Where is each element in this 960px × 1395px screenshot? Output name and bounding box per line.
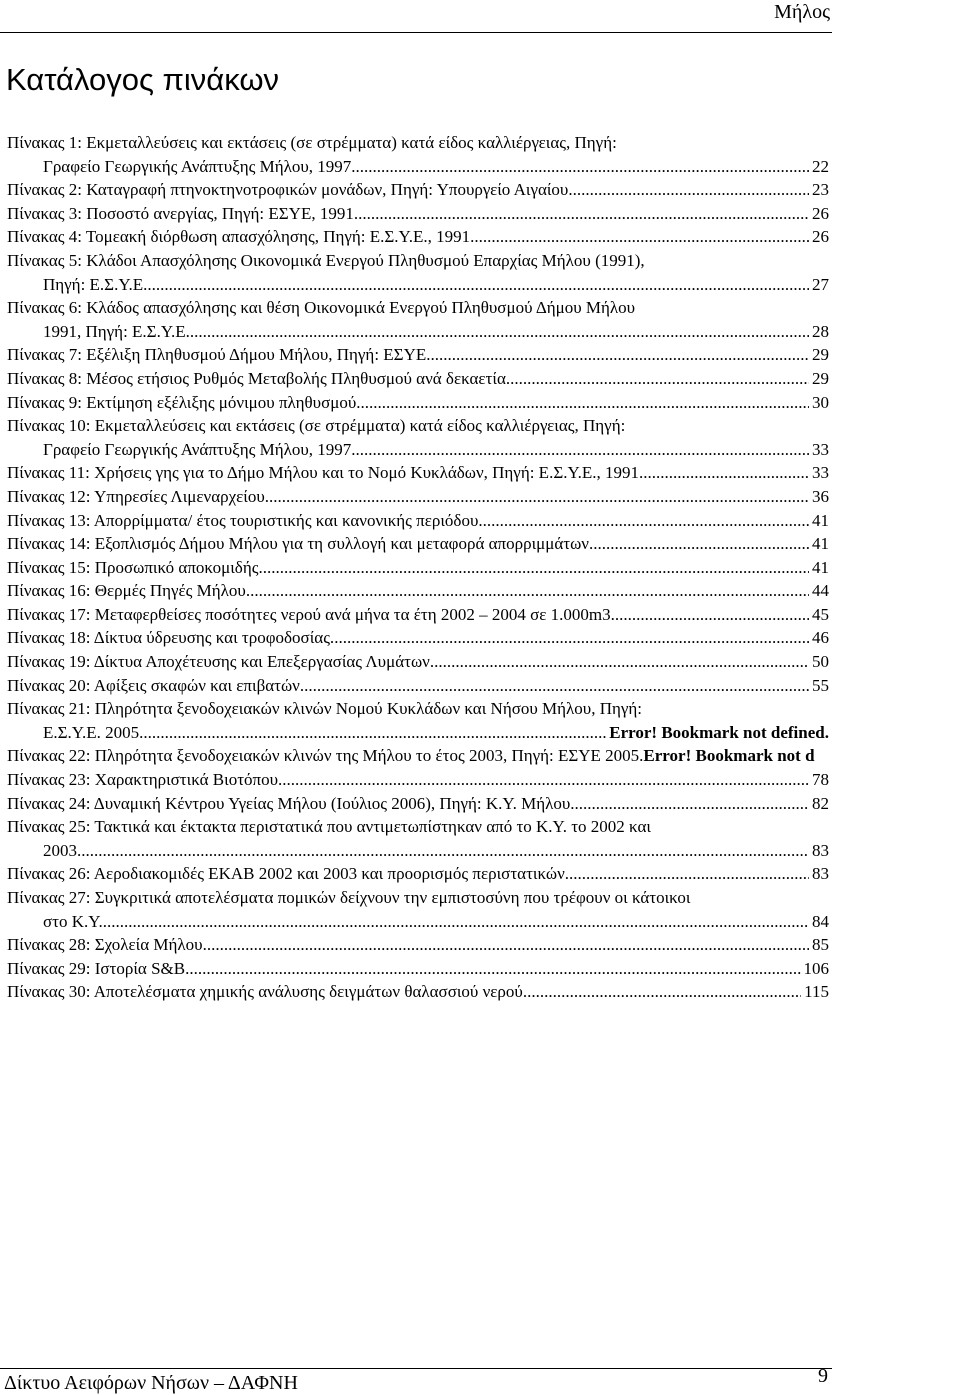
toc-entry-title-line (7, 603, 829, 627)
toc-entry[interactable] (7, 343, 829, 367)
toc-entry-page: 84 (812, 911, 829, 931)
footer-rule (0, 1368, 832, 1369)
toc-entry-text: Πίνακας 22: Πληρότητα ξενοδοχειακών κλινών της Μήλου το έτος 2003, Πηγή: ΕΣΥΕ 2005. (7, 746, 644, 766)
toc-entry-page: 22 (812, 156, 829, 176)
toc-entry[interactable] (7, 296, 829, 343)
toc-entry-page: 29 (812, 345, 829, 365)
toc-entry-title-line (7, 367, 829, 391)
toc-dot-leader (356, 155, 809, 179)
toc-entry-page: 106 (803, 958, 829, 978)
toc-entry[interactable] (7, 225, 829, 249)
toc-entry[interactable] (7, 131, 829, 178)
toc-dot-leader (361, 391, 809, 415)
toc-entry-continuation-line (7, 320, 829, 344)
toc-entry-page: 82 (812, 793, 829, 813)
toc-entry-text: Πίνακας 23: Χαρακτηριστικά Βιοτόπου (7, 770, 279, 790)
toc-entry-title-line (7, 933, 829, 957)
toc-entry-page: 55 (812, 675, 829, 695)
toc-entry[interactable] (7, 792, 829, 816)
toc-entry[interactable] (7, 933, 829, 957)
toc-entry-page: 45 (812, 604, 829, 624)
toc-dot-leader (358, 202, 809, 226)
toc-entry-page: 23 (812, 180, 829, 200)
toc-dot-leader (278, 768, 809, 792)
toc-entry-page: Error! Bookmark not defined. (609, 722, 829, 742)
toc-dot-leader (434, 650, 809, 674)
toc-entry[interactable] (7, 391, 829, 415)
toc-entry-text: Πίνακας 8: Μέσος ετήσιος Ρυθμός Μεταβολής Πληθυσμού ανά δεκαετία. (7, 368, 511, 388)
toc-entry-page: 83 (812, 840, 829, 860)
toc-entry-text: Πίνακας 5: Κλάδοι Απασχόλησης Οικονομικά Ενεργού Πληθυσμού Επαρχίας Μήλου (1991), (7, 250, 645, 270)
toc-entry[interactable] (7, 367, 829, 391)
toc-dot-leader (430, 343, 809, 367)
toc-entry-text: Πίνακας 17: Μεταφερθείσες ποσότητες νερού ανά μήνα τα έτη 2002 – 2004 σε 1.000m3. (7, 604, 615, 624)
toc-dot-leader (615, 603, 809, 627)
toc-entry[interactable] (7, 980, 829, 1004)
toc-entry[interactable] (7, 862, 829, 886)
toc-entry-page: Error! Bookmark not d (643, 746, 815, 766)
toc-entry-text: Πίνακας 29: Ιστορία S&B (7, 958, 186, 978)
toc-dot-leader (81, 839, 809, 863)
toc-dot-leader (304, 674, 809, 698)
toc-entry-text: Πίνακας 24: Δυναμική Κέντρου Υγείας Μήλου (Ιούλιος 2006), Πηγή: Κ.Υ. Μήλου. (7, 793, 575, 813)
toc-entry-title-line (7, 768, 829, 792)
toc-entry-text: Πίνακας 15: Προσωπικό αποκομιδής. (7, 557, 263, 577)
toc-entry-text: Πίνακας 18: Δίκτυα ύδρευσης και τροφοδοσίας. (7, 628, 335, 648)
toc-entry-continuation-line (7, 910, 829, 934)
toc-entry-text: Πίνακας 25: Τακτικά και έκτακτα περιστατικά που αντιμετωπίστηκαν από το Κ.Υ. το 2002 και (7, 817, 651, 837)
toc-entry-title-line (7, 485, 829, 509)
toc-entry-continuation-line (7, 273, 829, 297)
toc-entry[interactable] (7, 957, 829, 981)
toc-entry-text: Πηγή: Ε.Σ.Υ.Ε. (43, 274, 148, 294)
page-title: Κατάλογος πινάκων (6, 62, 280, 97)
toc-entry[interactable] (7, 249, 829, 296)
header-rule (0, 32, 832, 33)
toc-entry-continuation-line (7, 839, 829, 863)
toc-entry-text: Πίνακας 20: Αφίξεις σκαφών και επιβατών. (7, 675, 305, 695)
toc-dot-leader (203, 933, 809, 957)
toc-entry-text: Πίνακας 12: Υπηρεσίες Λιμεναρχείου. (7, 486, 270, 506)
toc-dot-leader (190, 320, 809, 344)
toc-entry-title-line (7, 343, 829, 367)
toc-entry-title-line (7, 391, 829, 415)
toc-entry-page: 41 (812, 510, 829, 530)
toc-entry-text: στο Κ.Υ. (43, 911, 103, 931)
toc-entry[interactable] (7, 650, 829, 674)
toc-entry[interactable] (7, 697, 829, 744)
toc-entry-text: Πίνακας 13: Απορρίμματα/ έτος τουριστικής και κανονικής περιόδου. (7, 510, 483, 530)
toc-entry-text: 1991, Πηγή: Ε.Σ.Υ.Ε. (43, 321, 190, 341)
toc-entry-title-line (7, 886, 829, 910)
toc-dot-leader (483, 509, 809, 533)
toc-entry-title-line (7, 532, 829, 556)
toc-entry[interactable] (7, 579, 829, 603)
toc-entry[interactable] (7, 886, 829, 933)
toc-entry-page: 115 (804, 982, 829, 1002)
toc-entry-text: Γραφείο Γεωργικής Ανάπτυξης Μήλου, 1997. (43, 156, 356, 176)
toc-entry-title-line (7, 202, 829, 226)
toc-entry-title-line (7, 296, 829, 320)
toc-entry-page: 29 (812, 368, 829, 388)
toc-entry-text: Ε.Σ.Υ.Ε. 2005 (43, 722, 140, 742)
toc-dot-leader (185, 957, 800, 981)
toc-entry-text: Πίνακας 14: Εξοπλισμός Δήμου Μήλου για τη συλλογή και μεταφορά απορριμμάτων. (7, 534, 594, 554)
toc-entry[interactable] (7, 461, 829, 485)
page-number: 9 (818, 1365, 828, 1387)
toc-entry-title-line (7, 414, 829, 438)
toc-entry-page: 83 (812, 864, 829, 884)
toc-entry[interactable] (7, 202, 829, 226)
toc-entry-page: 85 (812, 935, 829, 955)
toc-entry-text: Πίνακας 11: Χρήσεις γης για το Δήμο Μήλου και το Νομό Κυκλάδων, Πηγή: Ε.Σ.Υ.Ε., 1991. (7, 463, 644, 483)
toc-entry-text: Πίνακας 9: Εκτίμηση εξέλιξης μόνιμου πληθυσμού. (7, 392, 361, 412)
footer-network-name: Δίκτυο Αειφόρων Νήσων – ΔΑΦΝΗ (4, 1372, 298, 1394)
toc-entry[interactable] (7, 414, 829, 461)
toc-entry-text: Πίνακας 4: Τομεακή διόρθωση απασχόλησης, Πηγή: Ε.Σ.Υ.Ε., 1991. (7, 227, 475, 247)
toc-entry-title-line (7, 509, 829, 533)
toc-dot-leader (593, 532, 809, 556)
toc-entry-title-line (7, 744, 960, 768)
toc-entry-continuation-line (7, 438, 829, 462)
toc-entry[interactable] (7, 744, 829, 768)
toc-entry-text: Πίνακας 21: Πληρότητα ξενοδοχειακών κλινών Νομού Κυκλάδων και Νήσου Μήλου, Πηγή: (7, 699, 642, 719)
toc-entry-continuation-line (7, 721, 829, 745)
toc-entry-title-line (7, 697, 829, 721)
toc-entry[interactable] (7, 509, 829, 533)
toc-dot-leader (643, 461, 809, 485)
toc-entry-page: 36 (812, 486, 829, 506)
toc-entry-title-line (7, 815, 829, 839)
toc-entry-page: 26 (812, 203, 829, 223)
toc-entry-title-line (7, 674, 829, 698)
toc-entry-text: Πίνακας 6: Κλάδος απασχόλησης και θέση Οικονομικά Ενεργού Πληθυσμού Δήμου Μήλου (7, 298, 636, 318)
toc-entry-text: Πίνακας 2: Καταγραφή πτηνοκτηνοτροφικών μονάδων, Πηγή: Υπουργείο Αιγαίου. (7, 180, 573, 200)
toc-dot-leader (569, 862, 809, 886)
toc-entry-title-line (7, 249, 829, 273)
toc-entry-page: 46 (812, 628, 829, 648)
toc-entry-title-line (7, 626, 829, 650)
toc-entry-page: 30 (812, 392, 829, 412)
toc-entry-text: Πίνακας 10: Εκμεταλλεύσεις και εκτάσεις (σε στρέμματα) κατά είδος καλλιέργειας, Πηγή: (7, 416, 626, 436)
toc-entry[interactable] (7, 815, 829, 862)
toc-dot-leader (139, 721, 606, 745)
toc-entry-text: Πίνακας 30: Αποτελέσματα χημικής ανάλυσης δειγμάτων θαλασσιού νερού. (7, 982, 528, 1002)
toc-entry-title-line (7, 792, 829, 816)
toc-entry-text: Πίνακας 19: Δίκτυα Αποχέτευσης και Επεξεργασίας Λυμάτων. (7, 652, 435, 672)
toc-entry-page: 26 (812, 227, 829, 247)
toc-entry-text: Πίνακας 3: Ποσοστό ανεργίας, Πηγή: ΕΣΥΕ, 1991. (7, 203, 359, 223)
toc-dot-leader (573, 178, 809, 202)
toc-dot-leader (147, 273, 809, 297)
toc-entry-page: 50 (812, 652, 829, 672)
toc-entry-title-line (7, 556, 829, 580)
toc-entry-text: Πίνακας 7: Εξέλιξη Πληθυσμού Δήμου Μήλου, Πηγή: ΕΣΥΕ. (7, 345, 431, 365)
toc-entry[interactable] (7, 674, 829, 698)
toc-entry[interactable] (7, 532, 829, 556)
toc-entry-page: 44 (812, 581, 829, 601)
toc-dot-leader (103, 910, 809, 934)
toc-entry-title-line (7, 178, 829, 202)
toc-dot-leader (263, 556, 809, 580)
toc-entry[interactable] (7, 556, 829, 580)
toc-entry-text: Πίνακας 16: Θερμές Πηγές Μήλου (7, 581, 246, 601)
toc-dot-leader (356, 438, 809, 462)
running-header-title: Μήλος (774, 1, 830, 23)
toc-entry-title-line (7, 957, 829, 981)
toc-entry[interactable] (7, 485, 829, 509)
toc-entry[interactable] (7, 178, 829, 202)
table-of-tables (7, 131, 829, 1004)
toc-entry-page: 41 (812, 557, 829, 577)
toc-entry[interactable] (7, 626, 829, 650)
toc-entry-text: 2003. (43, 840, 82, 860)
toc-entry-text: Πίνακας 26: Αεροδιακομιδές ΕΚΑΒ 2002 και 2003 και προορισμός περιστατικών. (7, 864, 570, 884)
toc-dot-leader (510, 367, 809, 391)
toc-entry-continuation-line (7, 155, 829, 179)
toc-entry-title-line (7, 461, 829, 485)
toc-dot-leader (575, 792, 809, 816)
toc-entry-title-line (7, 980, 829, 1004)
toc-entry-title-line (7, 131, 829, 155)
toc-entry-title-line (7, 650, 829, 674)
toc-entry-page: 28 (812, 321, 829, 341)
toc-entry-page: 33 (812, 463, 829, 483)
toc-entry-page: 33 (812, 439, 829, 459)
toc-entry-title-line (7, 862, 829, 886)
toc-dot-leader (269, 485, 809, 509)
toc-entry-page: 78 (812, 770, 829, 790)
toc-dot-leader (334, 626, 809, 650)
toc-entry-page: 41 (812, 534, 829, 554)
toc-entry[interactable] (7, 768, 829, 792)
toc-dot-leader (527, 980, 801, 1004)
toc-entry-text: Πίνακας 27: Συγκριτικά αποτελέσματα πομικών δείχνουν την εμπιστοσύνη που τρέφουν οι κάτοικοι (7, 888, 691, 907)
toc-entry-title-line (7, 225, 829, 249)
toc-dot-leader (246, 579, 809, 603)
toc-entry[interactable] (7, 603, 829, 627)
toc-entry-title-line (7, 579, 829, 603)
toc-entry-text: Πίνακας 1: Εκμεταλλεύσεις και εκτάσεις (σε στρέμματα) κατά είδος καλλιέργειας, Πηγή: (7, 133, 617, 152)
toc-dot-leader (474, 225, 809, 249)
toc-entry-text: Πίνακας 28: Σχολεία Μήλου (7, 935, 203, 955)
toc-entry-text: Γραφείο Γεωργικής Ανάπτυξης Μήλου, 1997. (43, 439, 356, 459)
toc-entry-page: 27 (812, 274, 829, 294)
